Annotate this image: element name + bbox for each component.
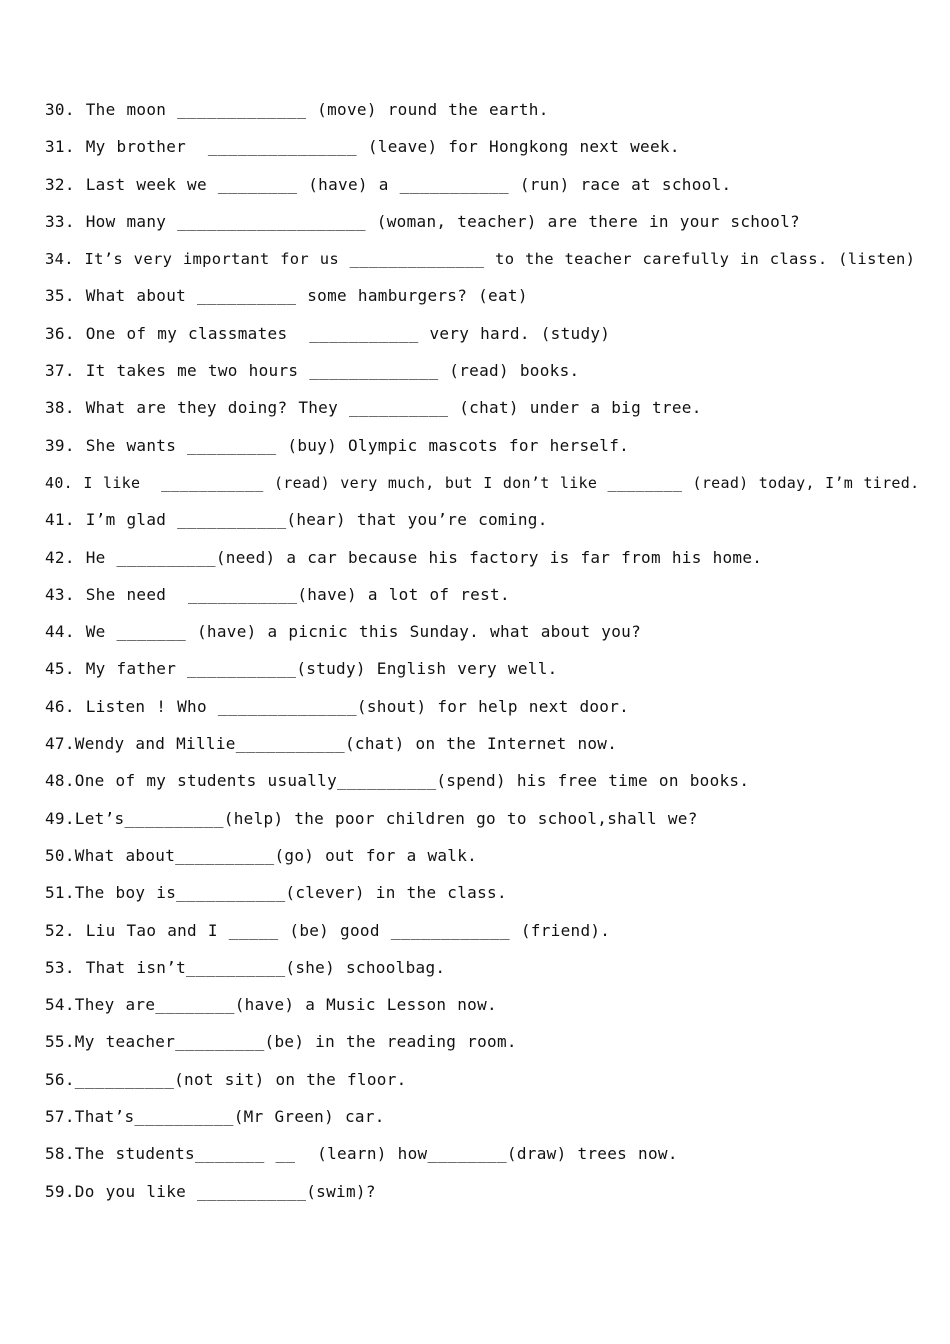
exercise-line-30: 30. The moon _____________ (move) round the earth. <box>45 100 549 119</box>
exercise-line-35: 35. What about __________ some hamburgers? (eat) <box>45 286 528 306</box>
exercise-line-59: 59.Do you like ___________(swim)? <box>45 1181 376 1201</box>
exercise-line-57: 57.That’s__________(Mr Green) car. <box>45 1107 385 1127</box>
exercise-line-37: 37. It takes me two hours _____________ (read) books. <box>45 361 580 381</box>
exercise-line-50: 50.What about__________(go) out for a walk. <box>45 845 478 865</box>
exercise-line-49: 49.Let’s__________(help) the poor children go to school,shall we? <box>45 808 698 828</box>
exercise-list <box>45 99 925 1218</box>
exercise-line-54: 54.They are________(have) a Music Lesson now. <box>45 995 497 1015</box>
exercise-line-46: 46. Listen ! Who ______________(shout) for help next door. <box>45 696 630 716</box>
exercise-line-55: 55.My teacher_________(be) in the reading room. <box>45 1032 517 1052</box>
exercise-line-53: 53. That isn’t__________(she) schoolbag. <box>45 957 446 977</box>
exercise-line-34: 34. It’s very important for us ______________ to the teacher carefully in class. (listen) <box>45 250 916 269</box>
exercise-line-36: 36. One of my classmates ___________ very hard. (study) <box>45 323 611 343</box>
exercise-line-33: 33. How many ___________________ (woman, teacher) are there in your school? <box>45 211 800 231</box>
exercise-line-44: 44. We _______ (have) a picnic this Sunday. what about you? <box>45 622 642 642</box>
exercise-line-48: 48.One of my students usually__________(spend) his free time on books. <box>45 771 750 791</box>
exercise-line-43: 43. She need ___________(have) a lot of rest. <box>45 584 510 604</box>
exercise-line-38: 38. What are they doing? They __________ (chat) under a big tree. <box>45 398 702 418</box>
exercise-line-42: 42. He __________(need) a car because his factory is far from his home. <box>45 547 763 567</box>
exercise-line-31: 31. My brother _______________ (leave) for Hongkong next week. <box>45 137 680 157</box>
exercise-line-58: 58.The students_______ __ (learn) how________(draw) trees now. <box>45 1144 678 1164</box>
exercise-line-56: 56.__________(not sit) on the floor. <box>45 1069 407 1089</box>
exercise-line-47: 47.Wendy and Millie___________(chat) on the Internet now. <box>45 734 618 754</box>
exercise-line-39: 39. She wants _________ (buy) Olympic mascots for herself. <box>45 435 630 455</box>
exercise-line-32: 32. Last week we ________ (have) a ___________ (run) race at school. <box>45 174 732 194</box>
exercise-line-45: 45. My father ___________(study) English very well. <box>45 659 558 679</box>
exercise-line-51: 51.The boy is___________(clever) in the class. <box>45 883 507 903</box>
exercise-line-41: 41. I’m glad ___________(hear) that you’re coming. <box>45 510 548 530</box>
exercise-line-40: 40. I like ___________ (read) very much, but I don’t like ________ (read) today, I’m tired. <box>45 473 920 492</box>
exercise-line-52: 52. Liu Tao and I _____ (be) good ____________ (friend). <box>45 920 611 940</box>
